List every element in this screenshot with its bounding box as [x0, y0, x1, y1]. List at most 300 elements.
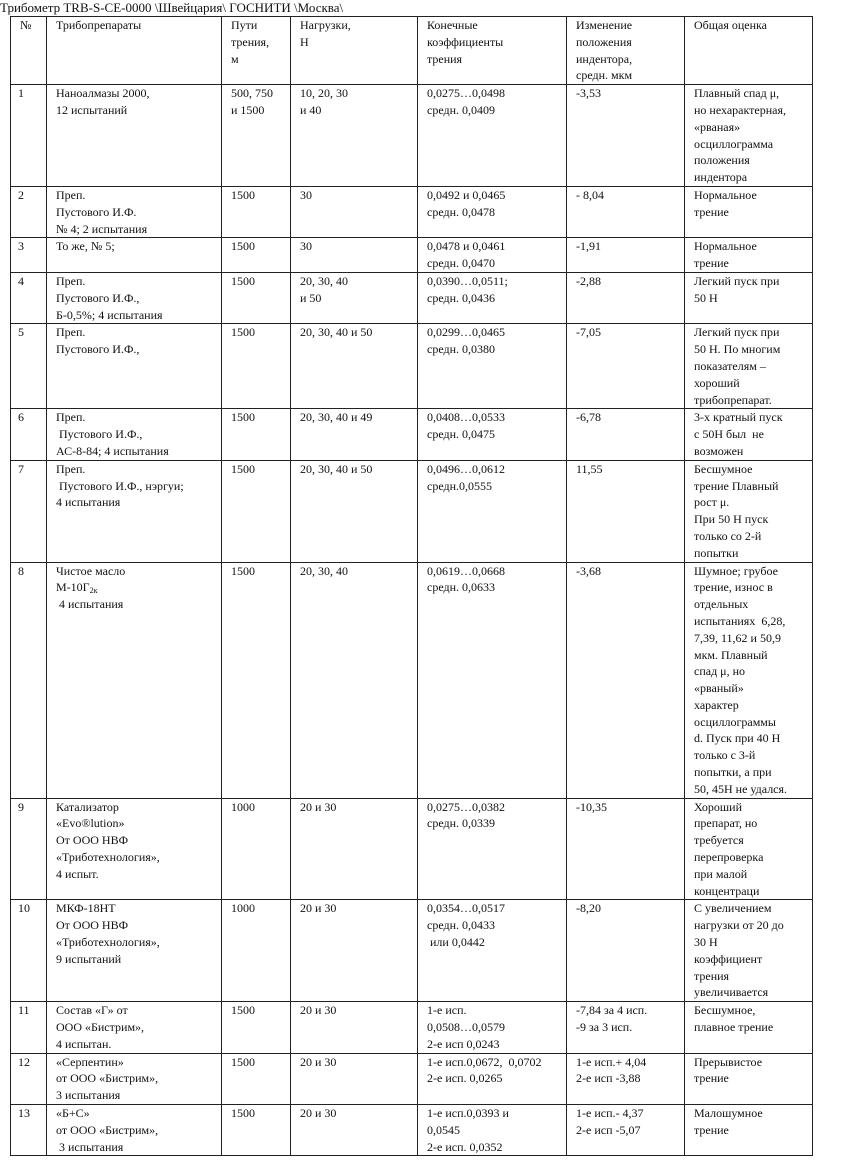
indenter-change-line: -1,91	[576, 239, 601, 254]
product-name-line: 3 испытания	[56, 1139, 124, 1154]
column-header-line: №	[20, 18, 32, 32]
overall-rating-line: трение Плавный	[694, 478, 779, 493]
load-values-line: 20, 30, 40 и 50	[300, 461, 373, 476]
row-number-cell	[11, 900, 47, 1002]
column-header-line: Изменение	[576, 18, 633, 32]
row-number-cell	[11, 238, 47, 273]
load-values-cell	[291, 562, 418, 798]
product-name-cell	[47, 1105, 222, 1156]
table-row	[11, 85, 813, 187]
friction-coefficient-cell	[418, 272, 567, 323]
friction-coefficient-line: 0,0299…0,0465	[427, 325, 505, 340]
overall-rating-line: индентора	[694, 170, 748, 185]
friction-coefficient-cell	[418, 1105, 567, 1156]
friction-coefficient-cell	[418, 1053, 567, 1104]
column-load-header	[291, 17, 418, 85]
row-number: 3	[18, 239, 24, 254]
load-values-line: 20, 30, 40	[300, 563, 348, 578]
load-values-line: 20 и 30	[300, 1054, 337, 1069]
product-name-line: Преп.	[56, 410, 86, 425]
indenter-change-line: -7,84 за 4 исп.	[576, 1003, 648, 1018]
friction-coefficient-line: 0,0390…0,0511;	[427, 273, 508, 288]
friction-path-line: 1500	[231, 187, 255, 202]
row-number: 13	[18, 1106, 30, 1121]
product-name-line: Б-0,5%; 4 испытания	[56, 307, 163, 322]
friction-coefficient-line: 0,0275…0,0498	[427, 86, 505, 101]
friction-path-cell	[222, 186, 291, 237]
friction-coefficient-line: 2-е исп. 0,0352	[427, 1139, 503, 1154]
friction-coefficient-cell	[418, 238, 567, 273]
overall-rating-line: трение	[694, 1122, 729, 1137]
row-number: 1	[18, 86, 24, 101]
overall-rating-line: попытки	[694, 545, 739, 560]
indenter-change-cell	[567, 1053, 685, 1104]
load-values-cell	[291, 85, 418, 187]
overall-rating-line: трения	[694, 968, 730, 983]
indenter-change-line: -10,35	[576, 799, 607, 814]
row-number-cell	[11, 85, 47, 187]
friction-coefficient-cell	[418, 798, 567, 900]
overall-rating-line: Шумное; грубое	[694, 563, 778, 578]
indenter-change-cell	[567, 460, 685, 562]
load-values-cell	[291, 798, 418, 900]
product-name-line: от ООО «Бистрим»,	[56, 1071, 159, 1086]
overall-rating-line: осциллограмма	[694, 136, 774, 151]
column-header-line: Нагрузки,	[300, 18, 351, 32]
product-name-line: МКФ-18НТ	[56, 901, 116, 916]
indenter-change-line: -2,88	[576, 273, 601, 288]
friction-path-line: 1500	[231, 239, 255, 254]
overall-rating-line: положения	[694, 153, 750, 168]
product-name-line: Преп.	[56, 187, 86, 202]
friction-coefficient-line: 2-е исп 0,0243	[427, 1036, 500, 1051]
load-values-line: и 50	[300, 290, 322, 305]
overall-rating-line: рост μ.	[694, 495, 730, 510]
overall-rating-line: но нехарактерная,	[694, 102, 787, 117]
overall-rating-line: только со 2-й	[694, 528, 762, 543]
overall-rating-line: 50 Н	[694, 290, 718, 305]
overall-rating-line: препарат, но	[694, 816, 758, 831]
load-values-cell	[291, 272, 418, 323]
friction-coefficient-cell	[418, 900, 567, 1002]
indenter-change-cell	[567, 272, 685, 323]
overall-rating-line: 50, 45Н не удался.	[694, 781, 788, 796]
product-name-cell	[47, 324, 222, 409]
column-product-header	[47, 17, 222, 85]
overall-rating-line: плавное трение	[694, 1020, 774, 1035]
overall-rating-cell	[685, 798, 813, 900]
product-name-line: 4 испытания	[56, 495, 121, 510]
product-name-line: Состав «Г» от	[56, 1003, 128, 1018]
friction-coefficient-line: 0,0478 и 0,0461	[427, 239, 506, 254]
column-header-line: положения	[576, 34, 632, 49]
column-header-line: Н	[300, 34, 309, 49]
product-name-line: Пустового И.Ф.,	[56, 342, 140, 357]
overall-rating-line: при малой	[694, 866, 748, 881]
product-name-line: «Б+С»	[56, 1106, 90, 1121]
load-values-line: 20, 30, 40 и 49	[300, 410, 373, 425]
friction-coefficient-line: средн. 0,0633	[427, 580, 496, 595]
overall-rating-line: попытки, а при	[694, 765, 772, 780]
column-header-line: Общая оценка	[694, 18, 768, 32]
overall-rating-cell	[685, 85, 813, 187]
friction-coefficient-line: 0,0408…0,0533	[427, 410, 505, 425]
load-values-line: 20 и 30	[300, 901, 337, 916]
row-number-cell	[11, 186, 47, 237]
overall-rating-line: 50 Н. По многим	[694, 342, 781, 357]
friction-coefficient-line: средн. 0,0475	[427, 427, 496, 442]
friction-coefficient-line: 1-е исп.	[427, 1003, 467, 1018]
indenter-change-cell	[567, 1105, 685, 1156]
product-name-line: ООО «Бистрим»,	[56, 1020, 145, 1035]
product-name-line: От ООО НВФ	[56, 833, 129, 848]
overall-rating-line: «рваная»	[694, 119, 741, 134]
row-number: 10	[18, 901, 30, 916]
overall-rating-line: 7,39, 11,62 и 50,9	[694, 630, 781, 645]
column-header-line: трения,	[231, 34, 270, 49]
product-name-line: Пустового И.Ф.	[56, 204, 137, 219]
indenter-change-line: -8,20	[576, 901, 601, 916]
column-header-line: Конечные	[427, 18, 478, 32]
friction-coefficient-line: 0,0354…0,0517	[427, 901, 505, 916]
row-number: 8	[18, 563, 24, 578]
friction-coefficient-line: средн.0,0555	[427, 478, 493, 493]
friction-path-line: 1500	[231, 1003, 255, 1018]
oil-grade-subscript: 2к	[89, 586, 98, 596]
friction-coefficient-cell	[418, 460, 567, 562]
overall-rating-cell	[685, 272, 813, 323]
overall-rating-line: d. Пуск при 40 Н	[694, 731, 781, 746]
column-header-line: коэффициенты	[427, 34, 504, 49]
product-name-line: Преп.	[56, 273, 86, 288]
indenter-change-line: -3,53	[576, 86, 601, 101]
overall-rating-line: Плавный спад μ,	[694, 86, 780, 101]
row-number: 2	[18, 187, 24, 202]
overall-rating-line: Легкий пуск при	[694, 273, 780, 288]
indenter-change-line: -3,68	[576, 563, 601, 578]
friction-coefficient-line: средн. 0,0433	[427, 918, 496, 933]
overall-rating-line: трение	[694, 256, 729, 271]
product-name-cell	[47, 562, 222, 798]
load-values-line: 20, 30, 40 и 50	[300, 325, 373, 340]
overall-rating-line: 30 Н	[694, 935, 718, 950]
friction-path-line: 1500	[231, 325, 255, 340]
friction-coefficient-line: 2-е исп. 0,0265	[427, 1071, 503, 1086]
indenter-change-cell	[567, 409, 685, 460]
table-row	[11, 238, 813, 273]
indenter-change-line: 2-е исп -5,07	[576, 1122, 641, 1137]
product-name-cell	[47, 460, 222, 562]
overall-rating-line: трение	[694, 204, 729, 219]
table-row	[11, 186, 813, 237]
product-name-line: 4 испыт.	[56, 866, 99, 881]
row-number-cell	[11, 798, 47, 900]
overall-rating-line: осциллограммы	[694, 714, 776, 729]
row-number-cell	[11, 324, 47, 409]
indenter-change-cell	[567, 238, 685, 273]
column-path-header	[222, 17, 291, 85]
product-name-cell	[47, 272, 222, 323]
row-number-cell	[11, 1002, 47, 1053]
friction-coefficient-line: средн. 0,0478	[427, 204, 496, 219]
overall-rating-cell	[685, 562, 813, 798]
column-header-line: Трибопрепараты	[56, 18, 142, 32]
overall-rating-line: концентраци	[694, 883, 760, 898]
product-name-line: «Серпентин»	[56, 1054, 124, 1069]
product-name-line: от ООО «Бистрим»,	[56, 1122, 159, 1137]
indenter-change-cell	[567, 186, 685, 237]
friction-coefficient-line: 0,0275…0,0382	[427, 799, 505, 814]
load-values-cell	[291, 900, 418, 1002]
overall-rating-line: отдельных	[694, 597, 749, 612]
friction-path-cell	[222, 238, 291, 273]
overall-rating-line: Малошумное	[694, 1106, 763, 1121]
load-values-line: 30	[300, 239, 312, 254]
table-row	[11, 272, 813, 323]
load-values-line: 20 и 30	[300, 1106, 337, 1121]
friction-coefficient-cell	[418, 85, 567, 187]
friction-path-cell	[222, 324, 291, 409]
product-name-line: 9 испытаний	[56, 951, 122, 966]
row-number: 5	[18, 325, 24, 340]
friction-path-cell	[222, 1002, 291, 1053]
product-name-line: $М-10Г_{2к}$	[56, 580, 98, 596]
friction-coefficient-cell	[418, 1002, 567, 1053]
load-values-line: 20 и 30	[300, 1003, 337, 1018]
indenter-change-line: -7,05	[576, 325, 601, 340]
table-row	[11, 798, 813, 900]
load-values-cell	[291, 186, 418, 237]
friction-path-line: 1500	[231, 1106, 255, 1121]
friction-path-cell	[222, 562, 291, 798]
product-name-cell	[47, 900, 222, 1002]
overall-rating-line: с 50Н был не	[694, 427, 764, 442]
overall-rating-line: мкм. Плавный	[694, 647, 768, 662]
friction-coefficient-line: средн. 0,0436	[427, 290, 496, 305]
friction-path-line: 1500	[231, 563, 255, 578]
friction-coefficient-cell	[418, 562, 567, 798]
friction-coefficient-line: средн. 0,0339	[427, 816, 496, 831]
product-name-line: Чистое масло	[56, 563, 126, 578]
table-row	[11, 1053, 813, 1104]
overall-rating-line: спад μ, но	[694, 664, 746, 679]
overall-rating-line: трение, износ в	[694, 580, 773, 595]
indenter-change-line: 1-е исп.+ 4,04	[576, 1054, 647, 1069]
overall-rating-line: Нормальное	[694, 187, 757, 202]
overall-rating-cell	[685, 409, 813, 460]
overall-rating-line: показателям –	[694, 358, 766, 373]
column-num-header	[11, 17, 47, 85]
table-row	[11, 1002, 813, 1053]
indenter-change-line: -9 за 3 исп.	[576, 1020, 633, 1035]
indenter-change-cell	[567, 900, 685, 1002]
table-row	[11, 460, 813, 562]
product-name-cell	[47, 186, 222, 237]
row-number-cell	[11, 562, 47, 798]
friction-coefficient-line: средн. 0,0380	[427, 342, 496, 357]
row-number: 12	[18, 1054, 30, 1069]
product-name-cell	[47, 1002, 222, 1053]
product-name-cell	[47, 238, 222, 273]
friction-path-line: и 1500	[231, 102, 265, 117]
product-name-line: Пустового И.Ф.,	[56, 290, 140, 305]
row-number: 6	[18, 410, 24, 425]
product-name-line: Пустового И.Ф.,	[56, 427, 143, 442]
column-header-line: средн. мкм	[576, 68, 633, 83]
load-values-line: и 40	[300, 102, 322, 117]
product-name-line: 4 испытания	[56, 597, 124, 612]
overall-rating-cell	[685, 1002, 813, 1053]
overall-rating-cell	[685, 186, 813, 237]
overall-rating-line: нагрузки от 20 до	[694, 918, 784, 933]
product-name-line: Наноалмазы 2000,	[56, 86, 150, 101]
table-row	[11, 562, 813, 798]
product-name-line: «Evo®lution»	[56, 816, 125, 831]
friction-path-cell	[222, 409, 291, 460]
overall-rating-cell	[685, 460, 813, 562]
friction-coefficient-line: 1-е исп.0,0672, 0,0702	[427, 1054, 542, 1069]
column-indent-header	[567, 17, 685, 85]
friction-path-line: 1500	[231, 461, 255, 476]
page-title: Трибометр TRB-S-CE-0000 \Швейцария\ ГОСНИТИ \Москва\	[0, 0, 344, 15]
load-values-cell	[291, 1002, 418, 1053]
table-row	[11, 1105, 813, 1156]
friction-coefficient-line: 0,0496…0,0612	[427, 461, 505, 476]
friction-path-line: 500, 750	[231, 86, 273, 101]
overall-rating-line: С увеличением	[694, 901, 772, 916]
column-header-line: индентора,	[576, 51, 633, 66]
load-values-cell	[291, 1053, 418, 1104]
indenter-change-cell	[567, 562, 685, 798]
product-name-line: 4 испытан.	[56, 1036, 112, 1051]
load-values-line: 10, 20, 30	[300, 86, 348, 101]
friction-path-cell	[222, 460, 291, 562]
friction-path-line: 1000	[231, 901, 255, 916]
table-row	[11, 409, 813, 460]
overall-rating-line: Хороший	[694, 799, 742, 814]
column-coef-header	[418, 17, 567, 85]
row-number: 7	[18, 461, 24, 476]
product-name-cell	[47, 409, 222, 460]
product-name-line: Катализатор	[56, 799, 119, 814]
overall-rating-line: При 50 Н пуск	[694, 512, 769, 527]
column-rating-header	[685, 17, 813, 85]
load-values-cell	[291, 324, 418, 409]
product-name-line: От ООО НВФ	[56, 918, 129, 933]
friction-coefficient-line: 1-е исп.0,0393 и	[427, 1106, 509, 1121]
overall-rating-line: Прерывистое	[694, 1054, 763, 1069]
indenter-change-cell	[567, 324, 685, 409]
product-name-line: 12 испытаний	[56, 102, 128, 117]
row-number-cell	[11, 1105, 47, 1156]
indenter-change-line: - 8,04	[576, 187, 604, 202]
indenter-change-cell	[567, 798, 685, 900]
row-number: 4	[18, 273, 24, 288]
indenter-change-line: 11,55	[576, 461, 603, 476]
overall-rating-line: увеличивается	[694, 985, 769, 1000]
product-name-cell	[47, 798, 222, 900]
product-name-line: № 4; 2 испытания	[56, 221, 148, 236]
product-name-line: Преп.	[56, 325, 86, 340]
load-values-cell	[291, 460, 418, 562]
table-row	[11, 900, 813, 1002]
overall-rating-line: только с 3-й	[694, 748, 756, 763]
overall-rating-line: «рваный»	[694, 681, 744, 696]
friction-coefficient-line: или 0,0442	[427, 935, 485, 950]
load-values-line: 20, 30, 40	[300, 273, 348, 288]
overall-rating-line: испытаниях 6,28,	[694, 613, 786, 628]
indenter-change-line: -6,78	[576, 410, 601, 425]
overall-rating-line: хороший	[694, 375, 740, 390]
friction-path-cell	[222, 272, 291, 323]
product-name-line: Преп.	[56, 461, 86, 476]
load-values-cell	[291, 1105, 418, 1156]
table-row	[11, 324, 813, 409]
header-row	[11, 17, 813, 85]
column-header-line: м	[231, 51, 239, 66]
friction-coefficient-line: 0,0545	[427, 1122, 460, 1137]
friction-coefficient-cell	[418, 186, 567, 237]
column-header-line: трения	[427, 51, 463, 66]
friction-path-line: 1500	[231, 410, 255, 425]
product-name-line: 3 испытания	[56, 1088, 121, 1103]
indenter-change-cell	[567, 1002, 685, 1053]
friction-coefficient-cell	[418, 409, 567, 460]
overall-rating-line: 3-х кратный пуск	[694, 410, 783, 425]
table-body	[11, 85, 813, 1156]
overall-rating-line: Легкий пуск при	[694, 325, 780, 340]
friction-coefficient-line: 0,0492 и 0,0465	[427, 187, 506, 202]
friction-coefficient-line: средн. 0,0470	[427, 256, 496, 271]
row-number-cell	[11, 460, 47, 562]
load-values-cell	[291, 238, 418, 273]
friction-path-cell	[222, 1053, 291, 1104]
overall-rating-cell	[685, 900, 813, 1002]
indenter-change-line: 2-е исп -3,88	[576, 1071, 641, 1086]
friction-path-line: 1500	[231, 273, 255, 288]
overall-rating-cell	[685, 1105, 813, 1156]
overall-rating-line: трибопрепарат.	[694, 392, 772, 407]
overall-rating-line: Бесшумное,	[694, 1003, 756, 1018]
indenter-change-line: 1-е исп.- 4,37	[576, 1106, 644, 1121]
friction-coefficient-line: 0,0619…0,0668	[427, 563, 505, 578]
friction-path-cell	[222, 798, 291, 900]
column-header-line: Пути	[231, 18, 258, 32]
load-values-line: 30	[300, 187, 312, 202]
overall-rating-line: требуется	[694, 833, 744, 848]
overall-rating-cell	[685, 1053, 813, 1104]
product-name-cell	[47, 1053, 222, 1104]
overall-rating-line: возможен	[694, 443, 744, 458]
indenter-change-cell	[567, 85, 685, 187]
overall-rating-line: характер	[694, 697, 739, 712]
row-number-cell	[11, 272, 47, 323]
overall-rating-line: Бесшумное	[694, 461, 753, 476]
overall-rating-line: перепроверка	[694, 850, 764, 865]
friction-path-line: 1000	[231, 799, 255, 814]
friction-path-cell	[222, 1105, 291, 1156]
product-name-line: Пустового И.Ф., нэргуи;	[56, 478, 184, 493]
product-name-line: «Триботехнология»,	[56, 935, 160, 950]
load-values-line: 20 и 30	[300, 799, 337, 814]
row-number-cell	[11, 409, 47, 460]
overall-rating-cell	[685, 238, 813, 273]
row-number: 9	[18, 799, 24, 814]
product-name-line: То же, № 5;	[56, 239, 115, 254]
friction-coefficient-cell	[418, 324, 567, 409]
tribometer-results-table	[10, 16, 813, 1156]
row-number: 11	[18, 1003, 30, 1018]
